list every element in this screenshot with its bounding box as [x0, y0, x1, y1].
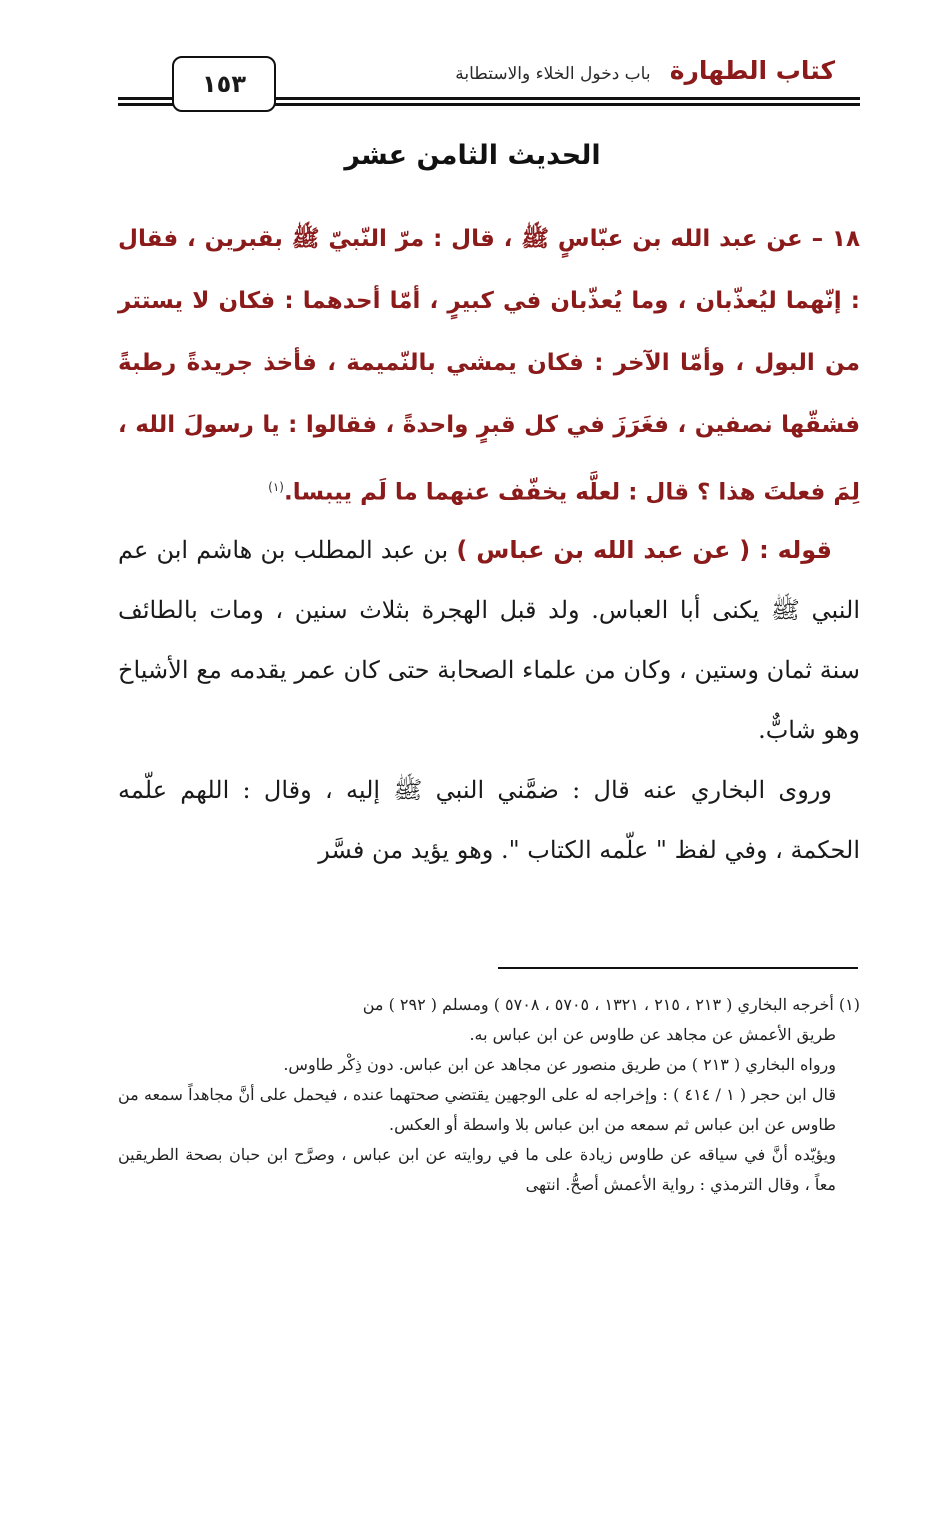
commentary-lead: قوله : ( عن عبد الله بن عباس ): [456, 536, 832, 564]
hadith-body: ١٨ – عن عبد الله بن عبّاسٍ ﷺ ، قال : مرّ النّبيّ ﷺ بقبرين ، فقال : إنّهما ليُعذّبان ، وما يُعذّبان في كبيرٍ ، أمّا أحدهما : فكان لا يستتر من البول ، وأمّا الآخر : فكان يمشي بالنّميمة ، فأخذ جريدةً رطبةً فشقّها نصفين ، فغَرَزَ في كل قبرٍ واحدةً ، فقالوا : يا رسولَ الله ، لِمَ فعلتَ هذا ؟ قال : لعلَّه يخفّف عنهما ما لَم ييبسا.: [118, 226, 860, 506]
footnote-line: طريق الأعمش عن مجاهد عن طاوس عن ابن عباس به.: [469, 1025, 836, 1044]
footnote-line: ويؤيّده أنَّ في سياقه عن طاوس زيادة على ما في روايته عن ابن عباس ، وصرَّح ابن حبان بصحة الطريقين معاً ، وقال الترمذي : رواية الأعمش أصحُّ. انتهى: [118, 1145, 836, 1194]
footnote-ref: (١): [268, 480, 284, 494]
footnote-line: ورواه البخاري ( ٢١٣ ) من طريق منصور عن مجاهد عن ابن عباس. دون ذِكْر طاوس.: [283, 1055, 836, 1074]
commentary-text-2: وروى البخاري عنه قال : ضمَّني النبي ﷺ إليه ، وقال : اللهم علّمه الحكمة ، وفي لفظ " علّمه الكتاب ". وهو يؤيد من فسَّر: [118, 776, 860, 864]
book-title: كتاب الطهارة: [669, 56, 835, 85]
page-number: ١٥٣: [172, 56, 276, 112]
running-header: [455, 56, 835, 85]
footnote-line: (١) أخرجه البخاري ( ٢١٣ ، ٢١٥ ، ١٣٢١ ، ٥٧٠٥ ، ٥٧٠٨ ) ومسلم ( ٢٩٢ ) من: [362, 995, 860, 1014]
chapter-title: باب دخول الخلاء والاستطابة: [455, 64, 651, 84]
hadith-text: [118, 208, 860, 524]
section-heading: الحديث الثامن عشر: [344, 140, 601, 171]
footnote-separator: [498, 967, 858, 969]
commentary-paragraph-2: [118, 760, 860, 880]
commentary-text-1: بن عبد المطلب بن هاشم ابن عم النبي ﷺ يكنى أبا العباس. ولد قبل الهجرة بثلاث سنين ، ومات بالطائف سنة ثمان وستين ، وكان من علماء الصحابة حتى كان عمر يقدمه مع الأشياخ وهو شابٌّ.: [118, 536, 860, 744]
footnote-line: قال ابن حجر ( ١ / ٤١٤ ) : وإخراجه له على الوجهين يقتضي صحتهما عنده ، فيحمل على أنَّ مجاهداً سمعه من طاوس عن ابن عباس ثم سمعه من ابن عباس بلا واسطة أو العكس.: [118, 1085, 837, 1134]
commentary-paragraph-1: [118, 520, 860, 760]
footnotes: [118, 990, 860, 1200]
